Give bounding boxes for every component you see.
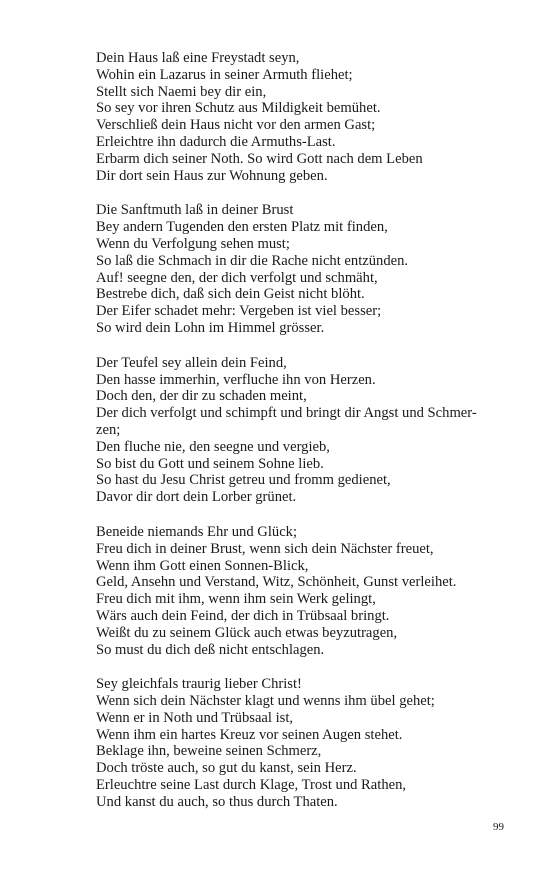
verse-line: Die Sanftmuth laß in deiner Brust	[96, 202, 294, 219]
verse-line: Wenn er in Noth und Trübsaal ist,	[96, 709, 294, 726]
verse-line: Erleuchtre seine Last durch Klage, Trost und Rathen,	[96, 777, 407, 794]
verse-line: So must du dich deß nicht entschlagen.	[96, 641, 325, 658]
verse-line: Der Eifer schadet mehr: Vergeben ist viel besser;	[96, 303, 382, 320]
verse-line: Den hasse immerhin, verfluche ihn von Herzen.	[96, 371, 376, 388]
page-number: 99	[493, 821, 504, 833]
verse-line: Dein Haus laß eine Freystadt seyn,	[96, 50, 300, 66]
verse-line: Weißt du zu seinem Glück auch etwas beyzutragen,	[96, 624, 398, 641]
verse-line: Und kanst du auch, so thus durch Thaten.	[96, 793, 338, 810]
verse-line: Den fluche nie, den seegne und vergieb,	[96, 438, 330, 455]
verse-line: Wenn du Verfolgung sehen must;	[96, 235, 290, 252]
verse-line: Erbarm dich seiner Noth. So wird Gott nach dem Leben	[96, 150, 423, 167]
verse-line: Auf! seegne den, der dich verfolgt und schmäht,	[96, 269, 378, 286]
verse-line: Freu dich mit ihm, wenn ihm sein Werk gelingt,	[96, 591, 376, 608]
verse-line: Bey andern Tugenden den ersten Platz mit finden,	[96, 219, 388, 236]
verse-line: Erleichtre ihn dadurch die Armuths-Last.	[96, 133, 336, 150]
stanza-4	[96, 524, 516, 658]
verse-line: Wärs auch dein Feind, der dich in Trübsaal bringt.	[96, 607, 390, 624]
verse-line: Wenn ihm ein hartes Kreuz vor seinen Augen stehet.	[96, 726, 403, 743]
verse-line: Der Teufel sey allein dein Feind,	[96, 354, 287, 371]
verse-line: So hast du Jesu Christ getreu und fromm gedienet,	[96, 472, 391, 489]
verse-line: Freu dich in deiner Brust, wenn sich dein Nächster freuet,	[96, 540, 434, 557]
poem-page	[96, 50, 516, 829]
verse-line: Doch tröste auch, so gut du kanst, sein Herz.	[96, 760, 357, 777]
stanza-2	[96, 202, 516, 336]
verse-line: Der dich verfolgt und schimpft und bringt dir Angst und Schmer-	[96, 405, 477, 422]
verse-line: Wenn ihm Gott einen Sonnen-Blick,	[96, 557, 309, 574]
verse-line: Bestrebe dich, daß sich dein Geist nicht blöht.	[96, 286, 365, 303]
verse-line: So wird dein Lohn im Himmel grösser.	[96, 319, 325, 336]
verse-line: Doch den, der dir zu schaden meint,	[96, 388, 307, 405]
verse-line: So bist du Gott und seinem Sohne lieb.	[96, 455, 324, 472]
verse-line: Dir dort sein Haus zur Wohnung geben.	[96, 167, 328, 184]
verse-line: Geld, Ansehn und Verstand, Witz, Schönheit, Gunst verleihet.	[96, 574, 457, 591]
verse-line: Wenn sich dein Nächster klagt und wenns ihm übel gehet;	[96, 693, 435, 710]
verse-line: So laß die Schmach in dir die Rache nicht entzünden.	[96, 252, 409, 269]
verse-line: Sey gleichfals traurig lieber Christ!	[96, 676, 302, 693]
verse-line: Beklage ihn, beweine seinen Schmerz,	[96, 743, 322, 760]
verse-line: So sey vor ihren Schutz aus Mildigkeit bemühet.	[96, 100, 381, 117]
verse-line: Wohin ein Lazarus in seiner Armuth fliehet;	[96, 66, 353, 83]
verse-line: Stellt sich Naemi bey dir ein,	[96, 83, 267, 100]
verse-line: Davor dir dort dein Lorber grünet.	[96, 489, 297, 506]
stanza-5	[96, 676, 516, 810]
verse-line-continuation: zen;	[96, 421, 121, 438]
stanza-1	[96, 50, 516, 184]
verse-line: Verschließ dein Haus nicht vor den armen Gast;	[96, 117, 376, 134]
verse-line: Beneide niemands Ehr und Glück;	[96, 523, 298, 540]
stanza-3	[96, 355, 516, 506]
